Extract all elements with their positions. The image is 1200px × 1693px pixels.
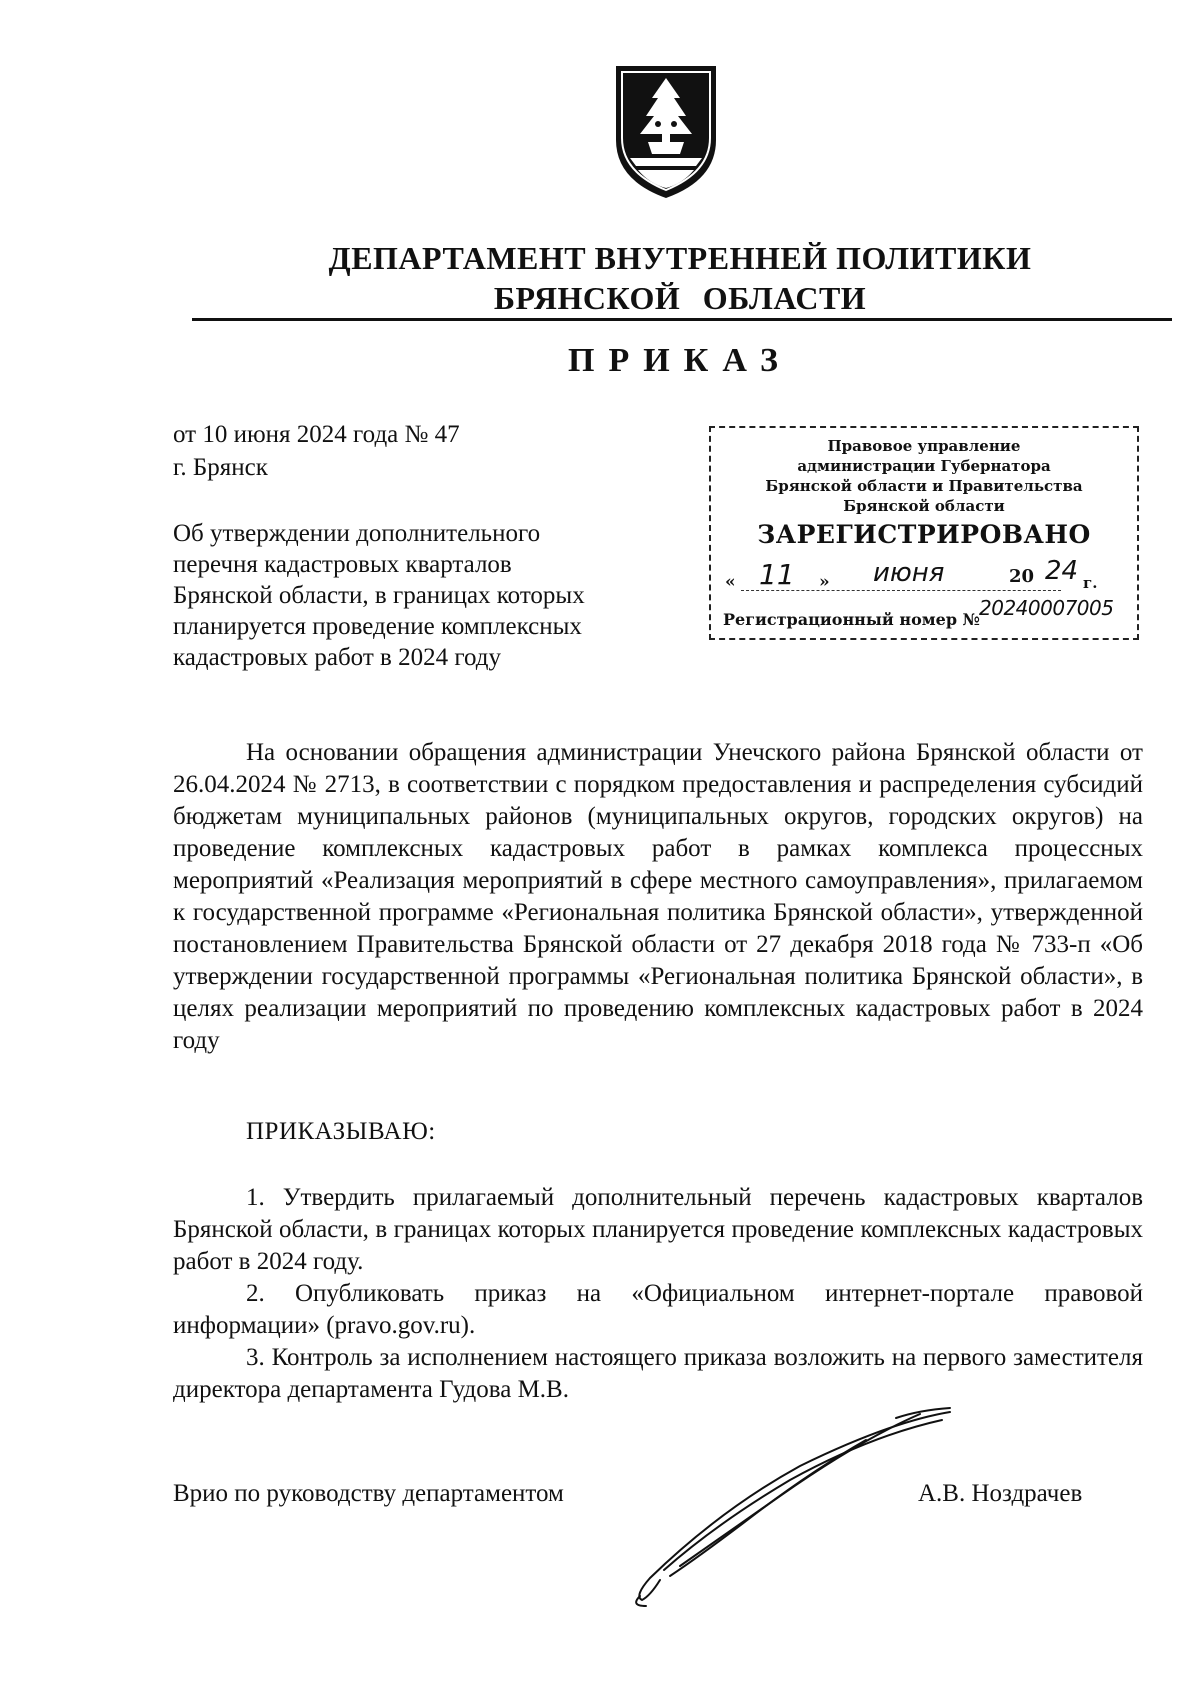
document-meta <box>173 418 460 484</box>
stamp-quote-close: » <box>819 572 830 592</box>
stamp-status: ЗАРЕГИСТРИРОВАНО <box>757 520 1091 549</box>
city: г. Брянск <box>173 454 268 481</box>
registration-stamp <box>709 426 1139 640</box>
stamp-year-prefix: 20 <box>1009 566 1035 587</box>
stamp-quote-open: « <box>725 572 736 592</box>
title-divider <box>192 318 1172 321</box>
department-title-line2: БРЯНСКОЙ ОБЛАСТИ <box>493 280 867 316</box>
handwritten-signature-icon <box>620 1400 960 1610</box>
order-item: 2. Опубликовать приказ на «Официальном интернет-портале правовой информации» (pravo.gov.ru). <box>173 1280 1143 1339</box>
stamp-year-suffix: 24 <box>1045 556 1079 586</box>
stamp-year-unit: г. <box>1083 574 1098 592</box>
subject-line: планируется проведение комплексных <box>173 613 582 640</box>
document-type: ПРИКАЗ <box>568 342 792 379</box>
stamp-org-line: Брянской области <box>843 497 1005 515</box>
stamp-date <box>723 556 1123 594</box>
subject-line: Об утверждении дополнительного <box>173 520 541 547</box>
bryansk-coat-of-arms-icon <box>608 62 724 202</box>
stamp-org-line: Брянской области и Правительства <box>765 477 1083 495</box>
department-title <box>190 238 1170 318</box>
order-item: 1. Утвердить прилагаемый дополнительный перечень кадастровых кварталов Брянской области, в границах которых планируется проведение комплексных кадастровых работ в 2024 году. <box>173 1184 1143 1275</box>
stamp-reg-label: Регистрационный номер № <box>723 610 980 629</box>
subject-line: Брянской области, в границах которых <box>173 582 585 609</box>
order-items <box>173 1182 1143 1406</box>
stamp-month: июня <box>873 558 945 588</box>
stamp-org-line: Правовое управление <box>827 437 1021 455</box>
stamp-organization <box>711 436 1137 516</box>
date-and-number: от 10 июня 2024 года № 47 <box>173 421 460 448</box>
document-subject <box>173 518 673 673</box>
order-item: 3. Контроль за исполнением настоящего приказа возложить на первого заместителя директора департамента Гудова М.В. <box>173 1344 1143 1403</box>
stamp-reg-number: 20240007005 <box>979 596 1114 620</box>
subject-line: перечня кадастровых кварталов <box>173 551 512 578</box>
stamp-day: 11 <box>759 558 795 591</box>
document-body <box>173 737 1143 1057</box>
stamp-date-underline <box>741 590 1061 591</box>
body-paragraph: На основании обращения администрации Унечского района Брянской области от 26.04.2024 № 2713, в соответствии с порядком предоставления и распределения субсидий бюджетам муниципальных районов (муниципальных округов, городских округов) на проведение комплексных кадастровых работ в рамках комплекса процессных мероприятий «Реализация мероприятий в сфере местного самоуправления», прилагаемом к государственной программе «Региональная политика Брянской области», утвержденной постановлением Правительства Брянской области от 27 декабря 2018 года № 733-п «Об утверждении государственной программы «Региональная политика Брянской области», в целях реализации мероприятий по проведению комплексных кадастровых работ в 2024 году <box>173 739 1143 1054</box>
stamp-org-line: администрации Губернатора <box>797 457 1051 475</box>
signatory-position: Врио по руководству департаментом <box>173 1480 564 1507</box>
signatory-name: А.В. Ноздрачев <box>918 1480 1083 1507</box>
order-word: ПРИКАЗЫВАЮ: <box>246 1118 436 1145</box>
subject-line: кадастровых работ в 2024 году <box>173 644 501 671</box>
department-title-line1: ДЕПАРТАМЕНТ ВНУТРЕННЕЙ ПОЛИТИКИ <box>328 240 1032 276</box>
